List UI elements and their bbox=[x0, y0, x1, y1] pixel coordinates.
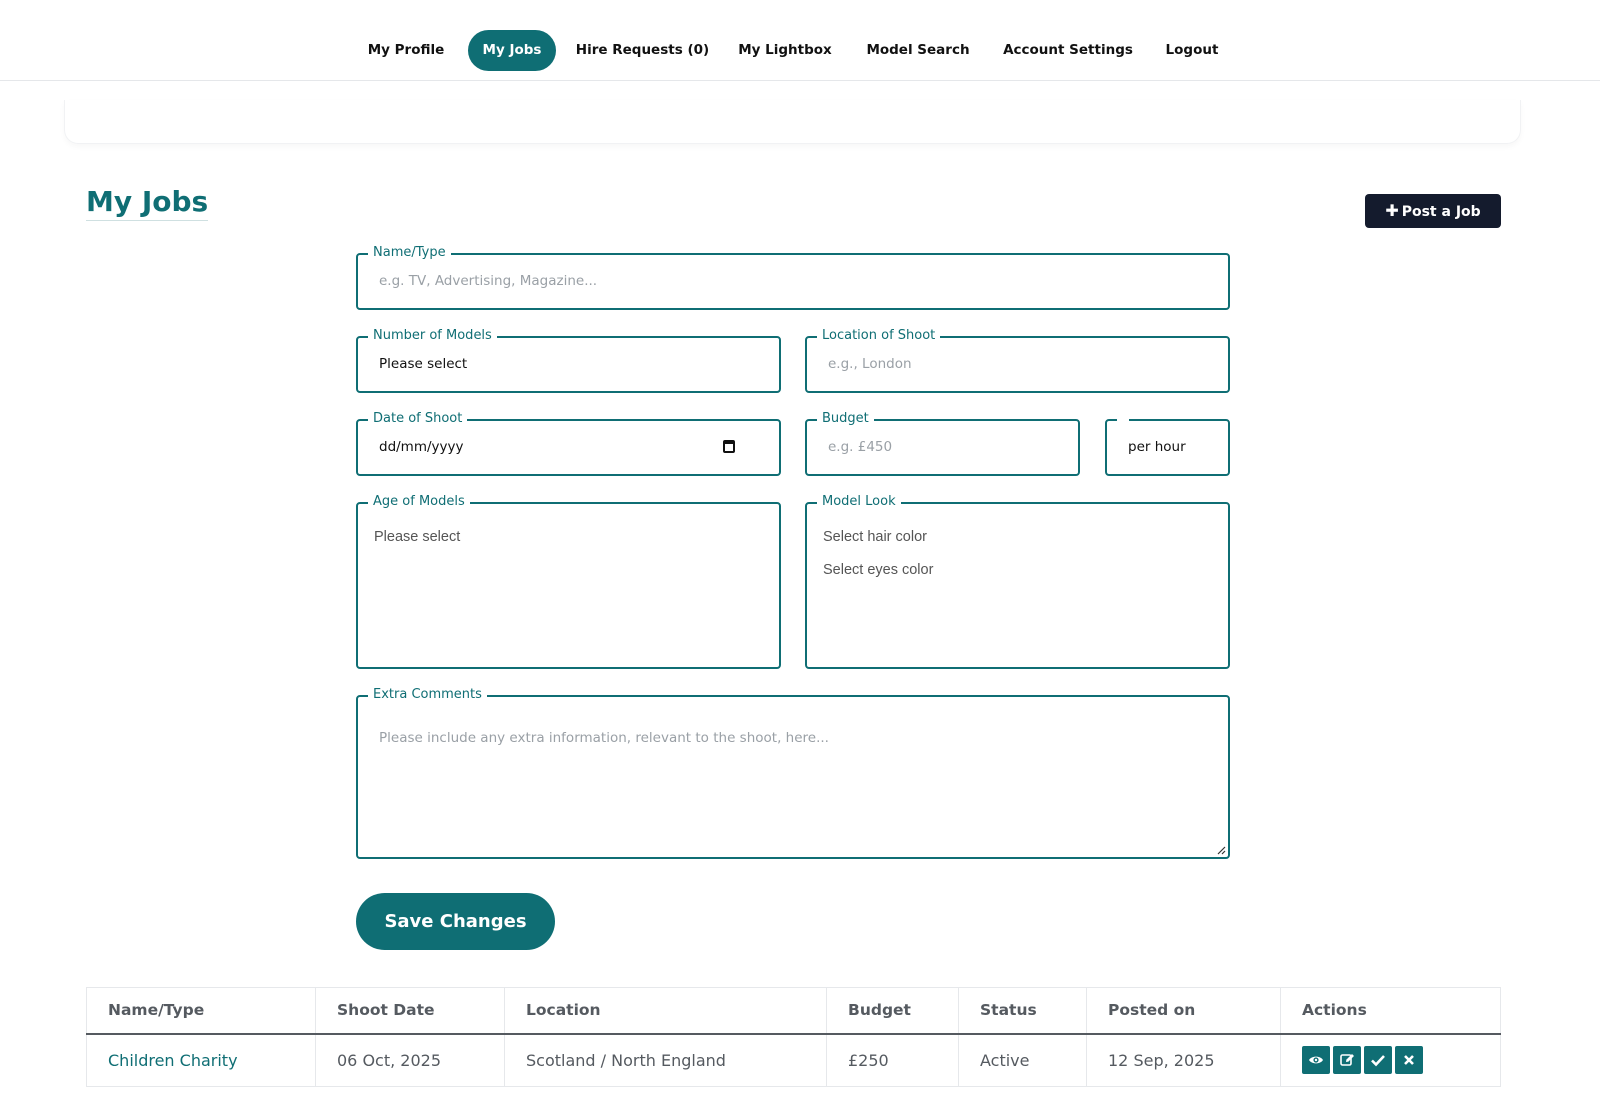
date-of-shoot-label: Date of Shoot bbox=[368, 411, 467, 427]
location-field[interactable] bbox=[805, 328, 1230, 393]
column-header: Location bbox=[505, 988, 827, 1034]
budget-unit-legend-gap bbox=[1117, 418, 1129, 422]
nav-my-lightbox[interactable]: My Lightbox bbox=[738, 42, 832, 58]
column-header: Actions bbox=[1281, 988, 1501, 1034]
close-button[interactable] bbox=[1395, 1046, 1423, 1074]
nav-logout[interactable]: Logout bbox=[1165, 42, 1219, 58]
jobs-table bbox=[86, 987, 1501, 1087]
save-changes-button[interactable]: Save Changes bbox=[356, 893, 555, 950]
budget-cell: £250 bbox=[827, 1034, 959, 1087]
budget-unit-select[interactable] bbox=[1105, 419, 1230, 476]
table-header-row bbox=[87, 988, 1501, 1034]
post-job-label: Post a Job bbox=[1401, 204, 1481, 220]
nav-account-settings[interactable]: Account Settings bbox=[1003, 42, 1133, 58]
calendar-icon[interactable] bbox=[723, 440, 735, 453]
age-of-models-label: Age of Models bbox=[368, 494, 470, 510]
nav-my-profile[interactable]: My Profile bbox=[367, 42, 445, 58]
budget-label: Budget bbox=[817, 411, 874, 427]
location-cell: Scotland / North England bbox=[505, 1034, 827, 1087]
date-of-shoot-value: dd/mm/yyyy bbox=[379, 439, 464, 455]
model-look-label: Model Look bbox=[817, 494, 901, 510]
notice-strip bbox=[64, 100, 1521, 144]
edit-button[interactable] bbox=[1333, 1046, 1361, 1074]
column-header: Posted on bbox=[1087, 988, 1281, 1034]
resize-handle-icon[interactable] bbox=[1216, 845, 1226, 855]
column-header: Shoot Date bbox=[316, 988, 505, 1034]
page-title: My Jobs bbox=[86, 184, 208, 221]
view-icon bbox=[1308, 1052, 1324, 1068]
name-type-placeholder: e.g. TV, Advertising, Magazine... bbox=[379, 273, 598, 289]
extra-comments-placeholder: Please include any extra information, relevant to the shoot, here... bbox=[379, 730, 829, 746]
posted-on-cell: 12 Sep, 2025 bbox=[1087, 1034, 1281, 1087]
status-cell: Active bbox=[959, 1034, 1087, 1087]
shoot-date-cell: 06 Oct, 2025 bbox=[316, 1034, 505, 1087]
extra-comments-label: Extra Comments bbox=[368, 687, 487, 703]
table-row bbox=[87, 1034, 1501, 1087]
column-header: Budget bbox=[827, 988, 959, 1034]
age-of-models-value[interactable]: Please select bbox=[374, 529, 461, 545]
number-of-models-label: Number of Models bbox=[368, 328, 497, 344]
plus-icon: ✚ bbox=[1385, 201, 1399, 220]
edit-icon bbox=[1339, 1052, 1355, 1068]
budget-field[interactable] bbox=[805, 411, 1080, 476]
column-header: Status bbox=[959, 988, 1087, 1034]
extra-comments-textarea[interactable] bbox=[356, 687, 1230, 859]
budget-unit-value: per hour bbox=[1128, 439, 1186, 455]
nav-model-search[interactable]: Model Search bbox=[866, 42, 970, 58]
post-job-button[interactable] bbox=[1365, 194, 1501, 228]
approve-button[interactable] bbox=[1364, 1046, 1392, 1074]
nav-hire-requests[interactable]: Hire Requests (0) bbox=[575, 42, 710, 58]
number-of-models-value: Please select bbox=[379, 356, 468, 372]
model-look-field[interactable] bbox=[805, 494, 1230, 669]
nav-my-jobs[interactable]: My Jobs bbox=[468, 30, 556, 71]
hair-color-select[interactable]: Select hair color bbox=[823, 529, 927, 545]
column-header: Name/Type bbox=[87, 988, 316, 1034]
check-icon bbox=[1370, 1052, 1386, 1068]
budget-placeholder: e.g. £450 bbox=[828, 439, 893, 455]
top-navigation bbox=[0, 0, 1600, 81]
name-type-label: Name/Type bbox=[368, 245, 451, 261]
view-button[interactable] bbox=[1302, 1046, 1330, 1074]
job-name-link[interactable]: Children Charity bbox=[87, 1034, 316, 1087]
actions-cell bbox=[1281, 1034, 1501, 1087]
location-placeholder: e.g., London bbox=[828, 356, 912, 372]
date-of-shoot-field[interactable] bbox=[356, 411, 781, 476]
number-of-models-select[interactable] bbox=[356, 328, 781, 393]
age-of-models-field[interactable] bbox=[356, 494, 781, 669]
location-label: Location of Shoot bbox=[817, 328, 940, 344]
close-icon bbox=[1401, 1052, 1417, 1068]
eye-color-select[interactable]: Select eyes color bbox=[823, 562, 934, 578]
name-type-field[interactable] bbox=[356, 245, 1230, 310]
